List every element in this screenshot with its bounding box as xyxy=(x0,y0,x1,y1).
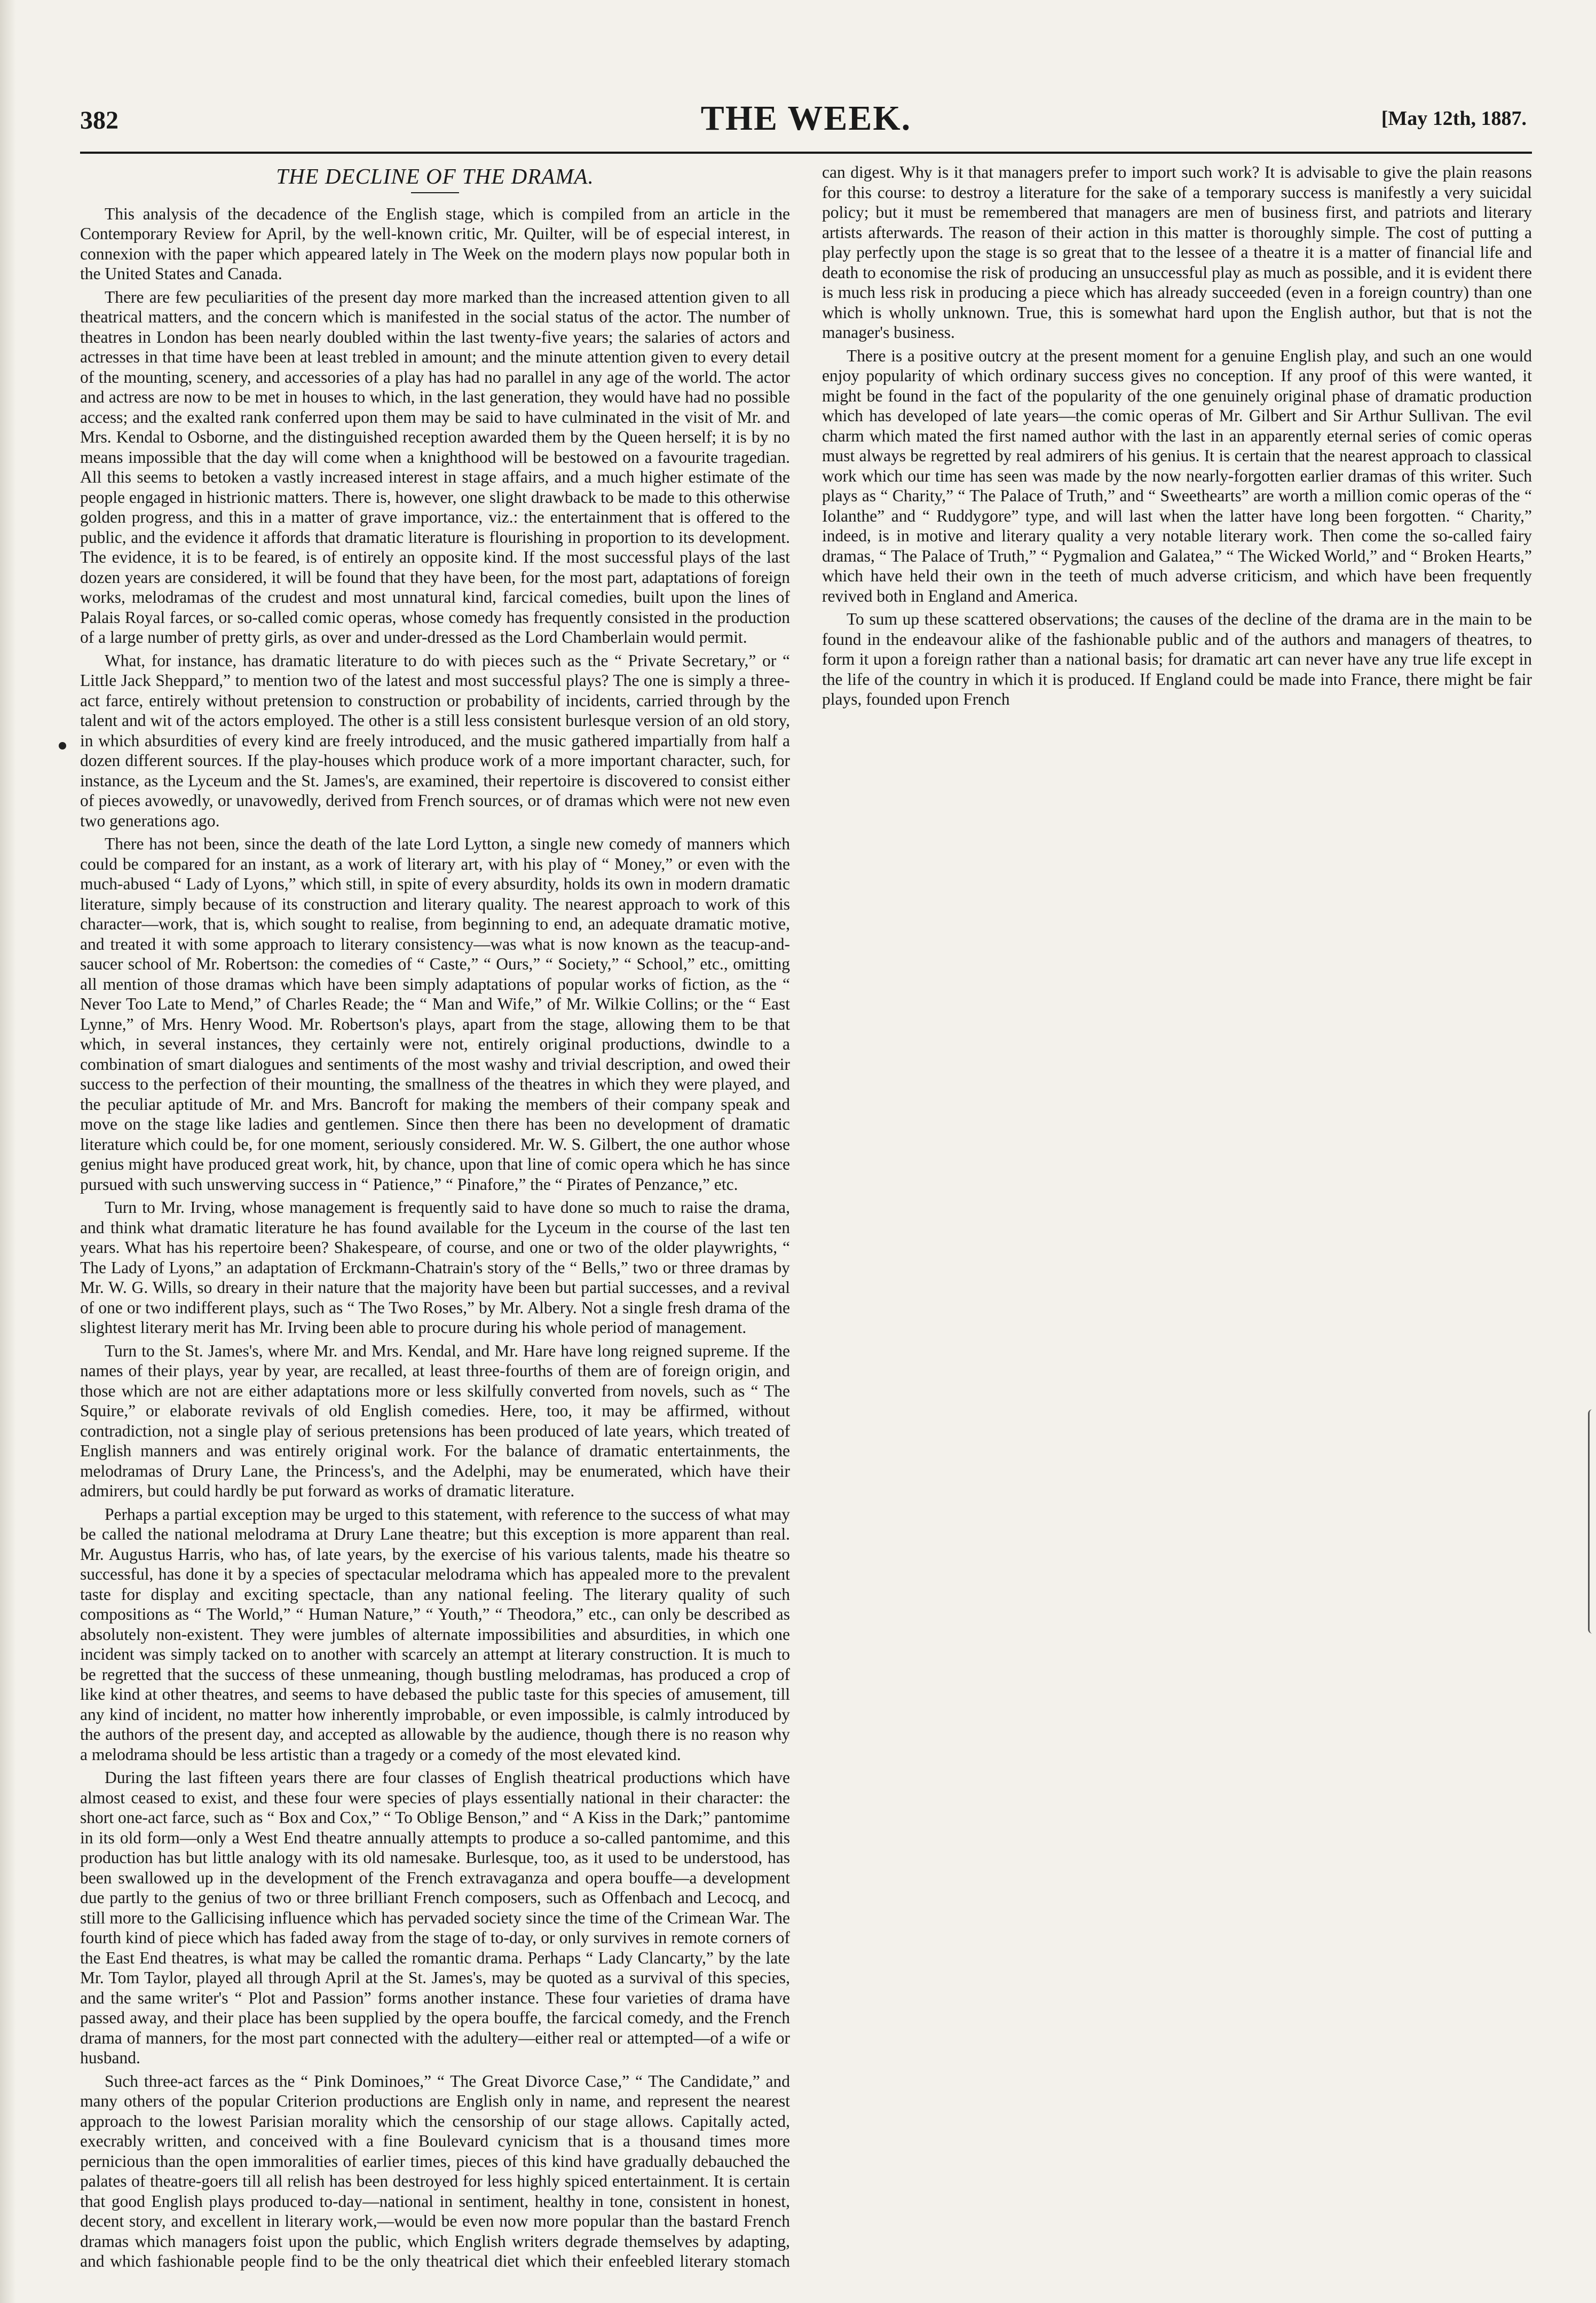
margin-bracket xyxy=(1588,1409,1596,1634)
article-columns xyxy=(80,162,1532,2282)
article-paragraph: There are few peculiarities of the present day more marked than the increased attention given to all theatrical matters, and the concern which is manifested in the social status of the actor. The number of theatres in London has been nearly doubled within the last twenty-five years; the salaries of actors and actresses in that time have been at least trebled in amount; and the minute attention given to every detail of the mounting, scenery, and accessories of a play has had no parallel in any age of the world. The actor and actress are now to be met in houses to which, in the last generation, they would have had no possible access; and the exalted rank conferred upon them may be said to have culminated in the visit of Mr. and Mrs. Kendal to Osborne, and the distinguished reception awarded them by the Queen herself; it is by no means impossible that the day will come when a knighthood will be bestowed on a favourite tragedian. All this seems to betoken a vastly increased interest in stage affairs, and a much higher estimate of the people engaged in histrionic matters. There is, however, one slight drawback to be made to this otherwise golden progress, and this in a matter of grave importance, viz.: the entertainment that is offered to the public, and the evidence it affords that dramatic literature is flourishing in proportion to its development. The evidence, it is to be feared, is of entirely an opposite kind. If the most successful plays of the last dozen years are considered, it will be found that they have been, for the most part, adaptations of foreign works, melodramas of the crudest and most unnatural kind, farcical comedies, built upon the lines of Palais Royal farces, or so-called comic operas, whose comedy has frequently consisted in the production of a large number of pretty girls, as over and under-dressed as the Lord Chamberlain would permit. xyxy=(80,287,790,646)
title-rule xyxy=(411,192,459,193)
article-title: THE DECLINE OF THE DRAMA. xyxy=(276,164,594,188)
page-number: 382 xyxy=(80,106,118,135)
article-paragraph: Turn to Mr. Irving, whose management is frequently said to have done so much to raise the drama, and think what dramatic literature he has found available for the Lyceum in the course of the last ten years. What has his repertoire been? Shakespeare, of course, and one or two of the older playwrights, “ The Lady of Lyons,” an adaptation of Erckmann-Chatrain's story of the “ Bells,” two or three dramas by Mr. W. G. Wills, so dreary in their nature that the majority have been but partial successes, and a revival of one or two indifferent plays, such as “ The Two Roses,” by Mr. Albery. Not a single fresh drama of the slightest literary merit has Mr. Irving been able to procure during his whole period of management. xyxy=(80,1198,790,1337)
ink-mark xyxy=(59,742,66,750)
article-paragraph: To sum up these scattered observations; the causes of the decline of the drama are in the main to be found in the endeavour alike of the fashionable public and of the authors and managers of theatres, to form it upon a foreign rather than a national basis; for dramatic art can never have any true life except in the life of the country in which it is produced. If England could be made into France, there might be fair plays, founded upon French xyxy=(822,610,1532,708)
article-paragraph: There is a positive outcry at the present moment for a genuine English play, and such an one would enjoy popularity of which ordinary success gives no conception. If any proof of this were wanted, it might be found in the fact of the popularity of the one genuinely original phase of dramatic production which has developed of late years—the comic operas of Mr. Gilbert and Sir Arthur Sullivan. The evil charm which mated the first named author with the last in an apparently eternal series of comic operas must always be regretted by real admirers of his genius. It is certain that the nearest approach to classical work which our time has seen was made by the now nearly-forgotten earlier dramas of this writer. Such plays as “ Charity,” “ The Palace of Truth,” and “ Sweethearts” are worth a million comic operas of the “ Iolanthe” and “ Ruddygore” type, and will last when the latter have long been forgotten. “ Charity,” indeed, is in motive and literary quality a very notable literary work. Then come the so-called fairy dramas, “ The Palace of Truth,” “ Pygmalion and Galatea,” “ The Wicked World,” and “ Broken Hearts,” which have held their own in the teeth of much adverse criticism, and which have been frequently revived both in England and America. xyxy=(822,346,1532,605)
page-header xyxy=(80,91,1532,149)
issue-date: [May 12th, 1887. xyxy=(1381,107,1527,130)
publication-title: THE WEEK. xyxy=(700,99,912,138)
header-rule xyxy=(80,152,1532,154)
article-paragraph: During the last fifteen years there are four classes of English theatrical productions which have almost ceased to exist, and these four were species of plays essentially national in their character: the short one-act farce, such as “ Box and Cox,” “ To Oblige Benson,” and “ A Kiss in the Dark;” pantomime in its old form—only a West End theatre annually attempts to produce a so-called pantomime, and this production has but little analogy with its old namesake. Burlesque, too, as it used to be understood, has been swallowed up in the development of the French extravaganza and opera bouffe—a development due partly to the genius of two or three brilliant French composers, such as Offenbach and Lecocq, and still more to the Gallicising influence which has pervaded society since the time of the Crimean War. The fourth kind of piece which has faded away from the stage of to-day, or only survives in remote corners of the East End theatres, is what may be called the romantic drama. Perhaps “ Lady Clancarty,” by the late Mr. Tom Taylor, played all through April at the St. James's, may be quoted as a survival of this species, and the same writer's “ Plot and Passion” forms another instance. These four varieties of drama have passed away, and their place has been supplied by the opera bouffe, the farcical comedy, and the French drama of manners, for the most part connected with the adultery—either real or attempted—of a wife or husband. xyxy=(80,1768,790,2067)
article-paragraph: Perhaps a partial exception may be urged to this statement, with reference to the success of what may be called the national melodrama at Drury Lane theatre; but this exception is more apparent than real. Mr. Augustus Harris, who has, of late years, by the exercise of his various talents, made his theatre so successful, has done it by a species of spectacular melodrama which has appealed more to the prevalent taste for display and exciting spectacle, than any national feeling. The literary quality of such compositions as “ The World,” “ Human Nature,” “ Youth,” “ Theodora,” etc., can only be described as absolutely non-existent. They were jumbles of alternate impossibilities and absurdities, in which one incident was simply tacked on to another with scarcely an attempt at literary construction. It is much to be regretted that the success of these unmeaning, though bustling melodramas, has produced a crop of like kind at other theatres, and seems to have debased the public taste for this species of amusement, till any kind of incident, no matter how inherently improbable, or even impossible, is calmly introduced by the authors of the present day, and accepted as allowable by the audience, though there is no reason why a melodrama should be less artistic than a tragedy or a comedy of the most elevated kind. xyxy=(80,1504,790,1764)
newspaper-page xyxy=(80,91,1532,2285)
article-paragraph: What, for instance, has dramatic literature to do with pieces such as the “ Private Secretary,” or “ Little Jack Sheppard,” to mention two of the latest and most successful plays? The one is simply a three-act farce, entirely without pretension to construction or probability of incidents, carried through by the talent and wit of the actors employed. The other is a still less consistent burlesque version of an old story, in which absurdities of every kind are freely introduced, and the music gathered impartially from half a dozen different sources. If the play-houses which produce work of a more important character, such, for instance, as the Lyceum and the St. James's, are examined, their repertoire is discovered to consist either of pieces avowedly, or unavowedly, derived from French sources, or of dramas which were not new even two generations ago. xyxy=(80,651,790,830)
article-paragraph: There has not been, since the death of the late Lord Lytton, a single new comedy of manners which could be compared for an instant, as a work of literary art, with his play of “ Money,” or even with the much-abused “ Lady of Lyons,” which still, in spite of every absurdity, holds its own in modern dramatic literature, simply because of its construction and literary quality. The nearest approach to work of this character—work, that is, which sought to realise, from beginning to end, an adequate dramatic motive, and treated it with some approach to literary consistency—was what is now known as the teacup-and-saucer school of Mr. Robertson: the comedies of “ Caste,” “ Ours,” “ Society,” “ School,” etc., omitting all mention of those dramas which have been simply adaptations of popular works of fiction, as the “ Never Too Late to Mend,” of Charles Reade; the “ Man and Wife,” of Mr. Wilkie Collins; or the “ East Lynne,” of Mrs. Henry Wood. Mr. Robertson's plays, apart from the stage, allowing them to be that which, in several instances, they certainly were not, entirely original productions, dwindle to a combination of smart dialogues and sentiments of the most washy and trivial description, and owed their success to the perfection of their mounting, the smallness of the theatres in which they were played, and the peculiar aptitude of Mr. and Mrs. Bancroft for making the members of their company speak and move on the stage like ladies and gentlemen. Since then there has been no development of dramatic literature which could be, for one moment, seriously considered. Mr. W. S. Gilbert, the one author whose genius might have produced great work, hit, by chance, upon that line of comic opera which he has since pursued with such unswerving success in “ Patience,” “ Pinafore,” the “ Pirates of Penzance,” etc. xyxy=(80,834,790,1194)
scan-edge xyxy=(0,0,16,2303)
article-paragraph: Turn to the St. James's, where Mr. and Mrs. Kendal, and Mr. Hare have long reigned supreme. If the names of their plays, year by year, are recalled, at least three-fourths of them are of foreign origin, and those which are not are either adaptations more or less skilfully converted from novels, such as “ The Squire,” or elaborate revivals of old English comedies. Here, too, it may be affirmed, without contradiction, not a single play of serious pretensions has been produced of late years, which treated of English manners and was entirely original work. For the balance of dramatic entertainments, the melodramas of Drury Lane, the Princess's, and the Adelphi, may be enumerated, which have their admirers, but could hardly be put forward as works of dramatic literature. xyxy=(80,1341,790,1500)
article-paragraph: This analysis of the decadence of the English stage, which is compiled from an article in the Contemporary Review for April, by the well-known critic, Mr. Quilter, will be of especial interest, in connexion with the paper which appeared lately in The Week on the modern plays now popular both in the United States and Canada. xyxy=(80,204,790,283)
article-paragraph: Such three-act farces as the “ Pink Dominoes,” “ The Great Divorce Case,” “ The Candidate,” and many others of the popular Criterion productions are English only in name, and represent the nearest approach to the lowest Parisian morality which the censorship of our stage allows. Capitally acted, execrably written, and conceived with a fine Boulevard cynicism that is a thousand times more pernicious than the open immoralities of earlier times, pieces of this kind have gradually debauched the palates of theatre-goers till all relish has been destroyed for less highly spiced entertainment. It is certain that good English plays produced to-day—national in sentiment, healthy in tone, consistent in honest, decent story, and excellent in literary work,—would be even now more popular than the bastard French dramas which managers foist upon the public, which English writers degrade themselves by adapting, and which fashionable people find to be the only theatrical diet which their enfeebled literary stomach can digest. Why is it that managers prefer to import such work? It is advisable to give the plain reasons for this course: to destroy a literature for the sake of a temporary success is manifestly a very suicidal policy; but it must be remembered that managers are men of business first, and patriots and literary artists afterwards. The reason of their action in this matter is thoroughly simple. The cost of putting a play perfectly upon the stage is so great that to the lessee of a theatre it is a matter of financial life and death to economise the risk of producing an unsuccessful play as much as possible, and it is evident there is much less risk in producing a piece which has already succeeded (even in a foreign country) than one which is wholly unknown. True, this is somewhat hard upon the English author, but that is not the manager's business. xyxy=(80,163,1532,2270)
